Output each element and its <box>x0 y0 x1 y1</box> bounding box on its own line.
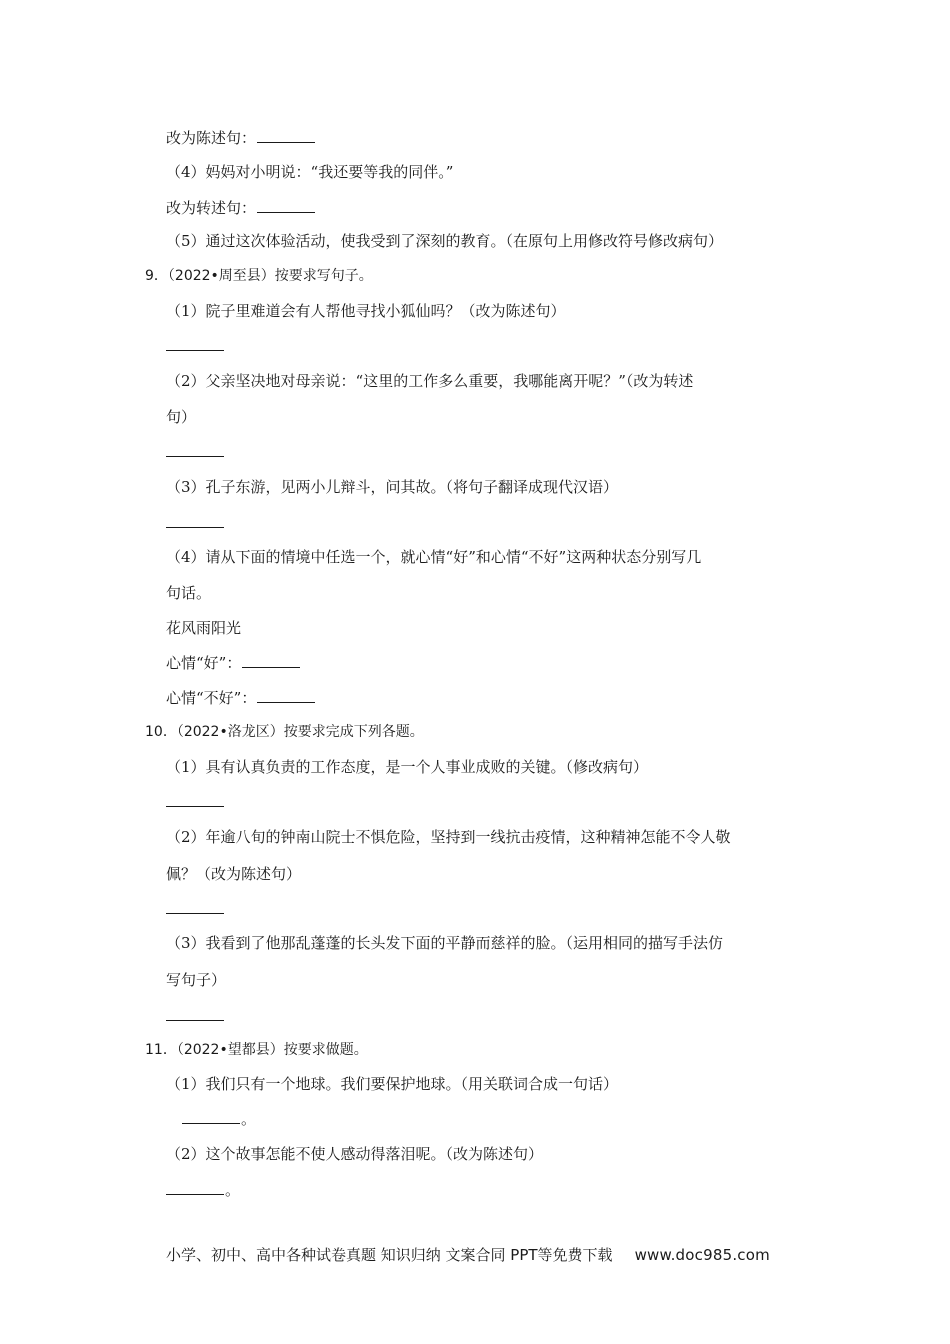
answer-line <box>166 198 316 218</box>
page-footer <box>166 1244 770 1265</box>
question-heading-10: 10．（2022•洛龙区）按要求完成下列各题。 <box>145 724 424 740</box>
question-text: 句话。 <box>166 584 212 602</box>
answer-blank[interactable] <box>242 666 300 668</box>
question-text: （2）年逾八旬的钟南山院士不惧危险，坚持到一线抗击疫情，这种精神怎能不令人敬 <box>166 828 731 846</box>
question-heading-9: 9．（2022•周至县）按要求写句子。 <box>145 268 373 284</box>
question-text: 写句子） <box>166 971 227 989</box>
answer-line <box>166 128 316 148</box>
question-text: （5）通过这次体验活动，使我受到了深刻的教育。（在原句上用修改符号修改病句） <box>166 232 724 250</box>
answer-blank[interactable] <box>166 805 224 807</box>
prompt-text: 改为陈述句： <box>166 129 257 147</box>
answer-blank[interactable] <box>166 1019 224 1021</box>
answer-line <box>166 442 225 462</box>
answer-line <box>182 1109 256 1129</box>
answer-blank[interactable] <box>166 912 224 914</box>
prompt-text: 心情“不好”： <box>166 689 257 707</box>
question-text: （3）我看到了他那乱蓬蓬的长头发下面的平静而慈祥的脸。（运用相同的描写手法仿 <box>166 934 724 952</box>
answer-blank[interactable] <box>166 1193 224 1195</box>
question-text: （2）父亲坚决地对母亲说：“这里的工作多么重要，我哪能离开呢？”（改为转述 <box>166 372 694 390</box>
prompt-text: 改为转述句： <box>166 199 257 217</box>
answer-blank[interactable] <box>257 701 315 703</box>
question-text: （4）请从下面的情境中任选一个，就心情“好”和心情“不好”这两种状态分别写几 <box>166 548 702 566</box>
prompt-text: 心情“好”： <box>166 654 242 672</box>
footer-url[interactable]: www.doc985.com <box>634 1246 770 1264</box>
answer-line <box>166 336 225 356</box>
answer-line <box>166 513 225 533</box>
answer-line <box>166 1006 225 1026</box>
answer-line <box>166 792 225 812</box>
answer-blank[interactable] <box>257 141 315 143</box>
question-text: （3）孔子东游，见两小儿辩斗，问其故。（将句子翻译成现代汉语） <box>166 478 619 496</box>
question-text: （4）妈妈对小明说：“我还要等我的同伴。” <box>166 163 454 181</box>
question-text: 佩？（改为陈述句） <box>166 865 302 883</box>
answer-line <box>166 688 316 708</box>
scenario-text: 花风雨阳光 <box>166 619 242 637</box>
question-heading-11: 11．（2022•望都县）按要求做题。 <box>145 1042 368 1058</box>
question-text: 句） <box>166 408 197 426</box>
footer-text: 小学、初中、高中各种试卷真题 知识归纳 文案合同 PPT等免费下载 <box>166 1246 613 1264</box>
answer-blank[interactable] <box>182 1122 240 1124</box>
question-text: （1）具有认真负责的工作态度，是一个人事业成败的关键。（修改病句） <box>166 758 649 776</box>
question-text: （2）这个故事怎能不使人感动得落泪呢。（改为陈述句） <box>166 1145 544 1163</box>
answer-blank[interactable] <box>166 455 224 457</box>
period-mark: 。 <box>241 1110 257 1128</box>
answer-line <box>166 899 225 919</box>
answer-blank[interactable] <box>166 526 224 528</box>
answer-line <box>166 1180 240 1200</box>
period-mark: 。 <box>225 1181 241 1199</box>
answer-line <box>166 653 301 673</box>
answer-blank[interactable] <box>257 211 315 213</box>
question-text: （1）院子里难道会有人帮他寻找小狐仙吗？（改为陈述句） <box>166 302 566 320</box>
question-text: （1）我们只有一个地球。我们要保护地球。（用关联词合成一句话） <box>166 1075 619 1093</box>
answer-blank[interactable] <box>166 349 224 351</box>
